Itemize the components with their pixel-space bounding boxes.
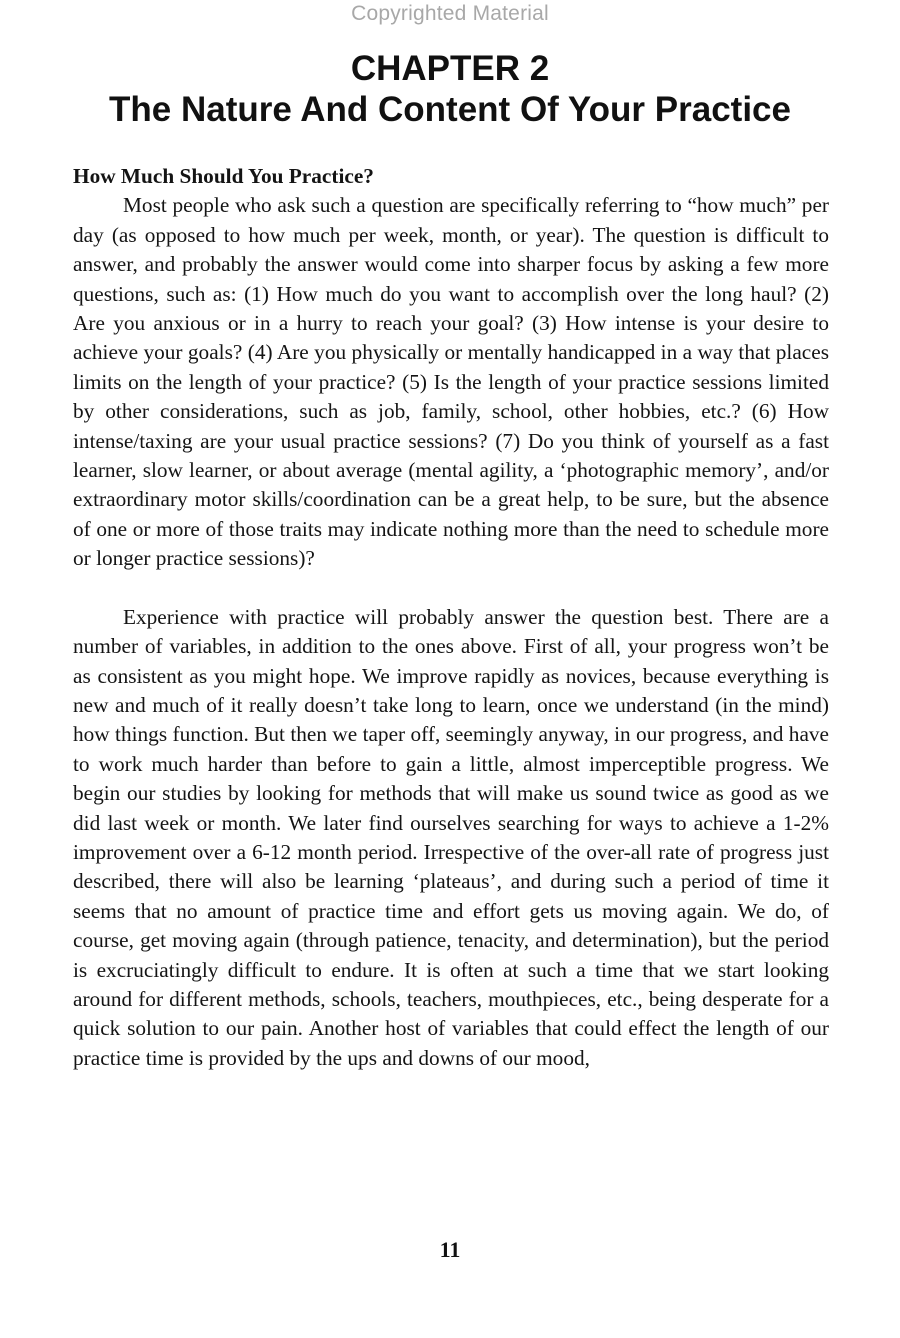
paragraph-2: Experience with practice will probably answer the question best. There are a number of variables, in addition to the ones above. First of all, your progress won’t be as consistent as you might hope. We improve rapidly as novices, because everything is new and much of it really doesn’t take long to learn, once we understand (in the mind) how things function. But then we taper off, seemingly anyway, in our progress, and have to work much harder than before to gain a little, almost imperceptible progress. We begin our studies by looking for methods that will make us sound twice as good as we did last week or month. We later find ourselves searching for ways to achieve a 1-2% improvement over a 6-12 month period. Irrespective of the over-all rate of progress just described, there will also be learning ‘plateaus’, and during such a period of time it seems that no amount of practice time and effort gets us moving again. We do, of course, get moving again (through patience, tenacity, and determination), but the period is excruciatingly difficult to endure. It is often at such a time that we start looking around for different methods, schools, teachers, mouthpieces, etc., being desperate for a quick solution to our pain. Another host of variables that could effect the length of our practice time is provided by the ups and downs of our mood, [73,604,829,1070]
page-body [73,162,829,1073]
paragraph-spacer [73,574,829,603]
paragraph-1: Most people who ask such a question are specifically referring to “how much” per day (as opposed to how much per week, month, or year). The question is difficult to answer, and probably the answer would come into sharper focus by asking a few more questions, such as: (1) How much do you want to accomplish over the long haul? (2) Are you anxious or in a hurry to reach your goal? (3) How intense is your desire to achieve your goals? (4) Are you physically or mentally handicapped in a way that places limits on the length of your practice? (5) Is the length of your practice sessions limited by other considerations, such as job, family, school, other hobbies, etc.? (6) How intense/taxing are your usual practice sessions? (7) Do you think of yourself as a fast learner, slow learner, or about average (mental agility, a ‘photographic memory’, and/or extraordinary motor skills/coordination can be a great help, to be sure, but the absence of one or more of those traits may indicate nothing more than the need to schedule more or longer practice sessions)? [73,193,829,571]
page-number: 11 [439,1237,461,1262]
chapter-number: CHAPTER 2 [350,49,550,88]
chapter-title: The Nature And Content Of Your Practice [109,90,791,129]
copyright-watermark: Copyrighted Material [351,2,549,25]
section-heading: How Much Should You Practice? [73,164,374,188]
